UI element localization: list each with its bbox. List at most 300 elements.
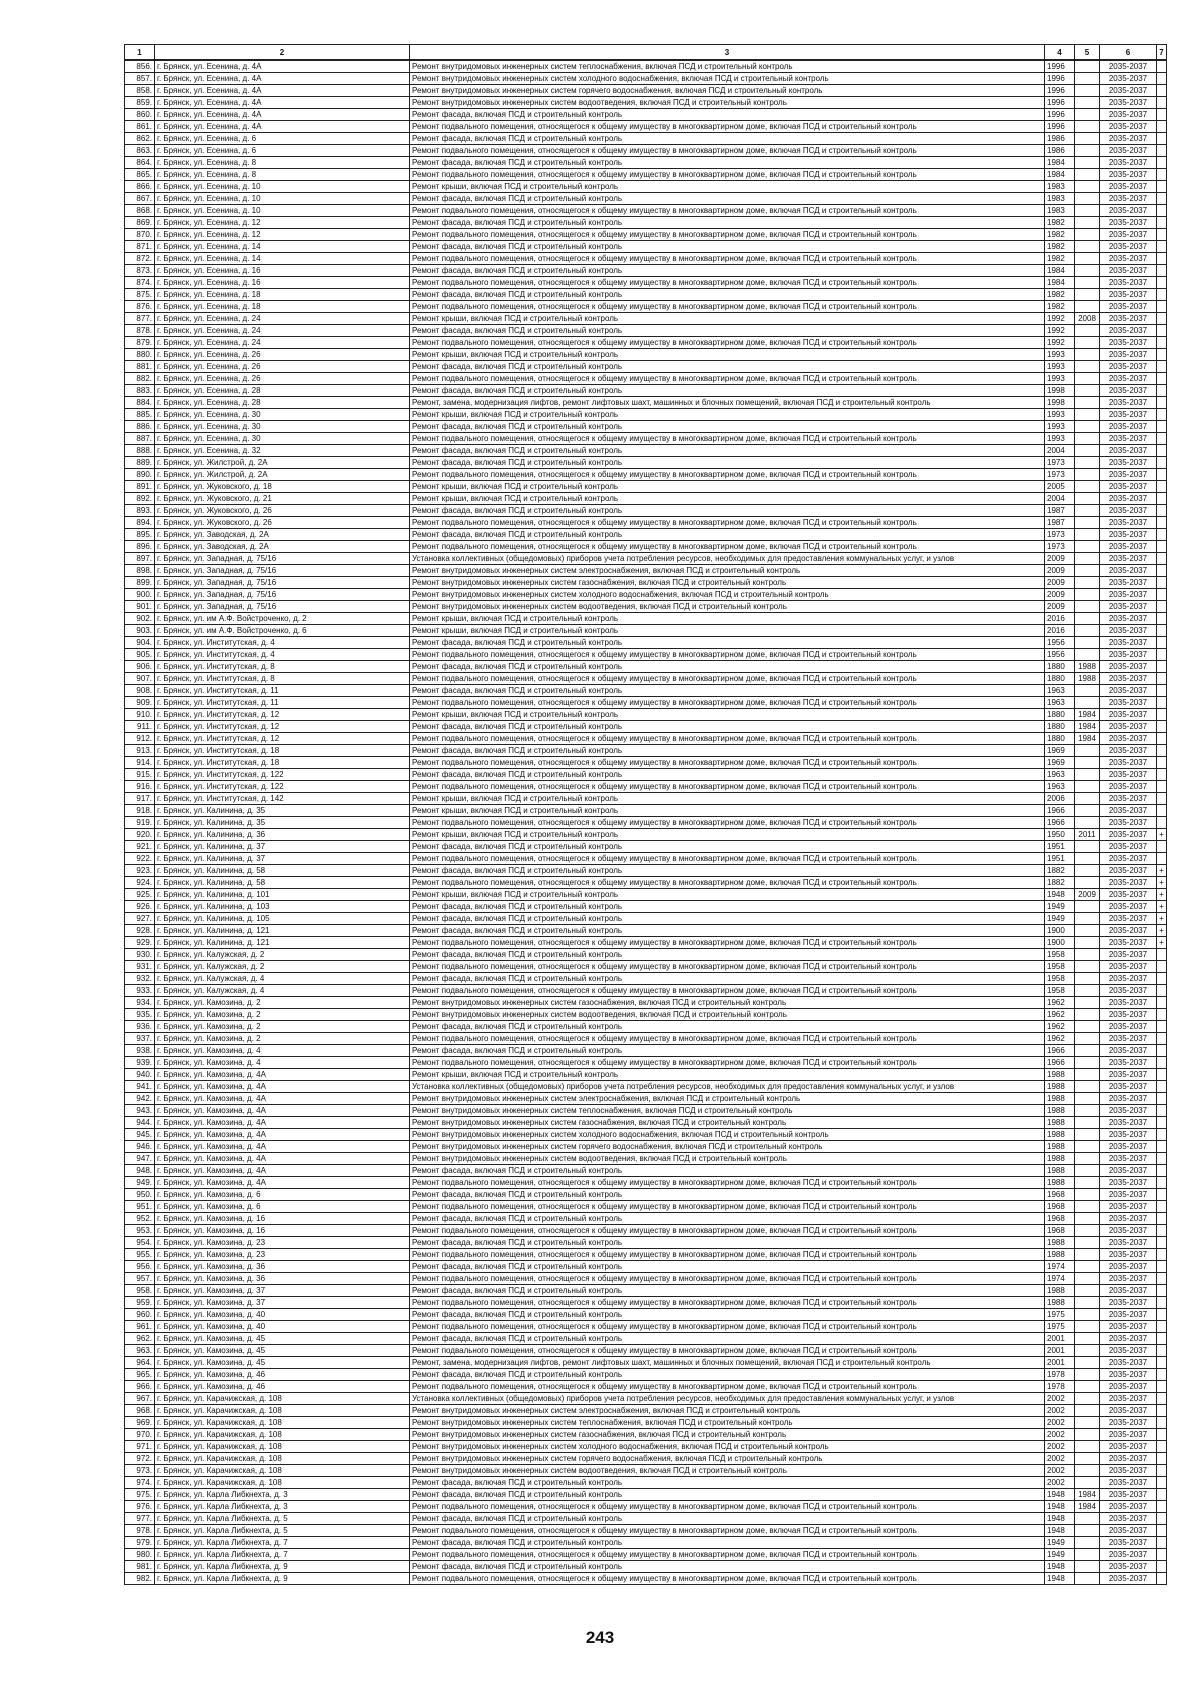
flag-cell <box>1157 85 1167 97</box>
build-year-cell: 1880 <box>1045 673 1075 685</box>
table-row <box>125 889 1167 901</box>
flag-cell <box>1157 733 1167 745</box>
build-year-cell: 1900 <box>1045 937 1075 949</box>
work-type-cell: Ремонт фасада, включая ПСД и строительный контроль <box>410 1261 1045 1273</box>
build-year-cell: 1988 <box>1045 1177 1075 1189</box>
work-type-cell: Ремонт подвального помещения, относящегося к общему имуществу в многоквартирном доме, включая ПСД и строительный контроль <box>410 1501 1045 1513</box>
row-number-cell: 877. <box>125 313 155 325</box>
repair-year-cell <box>1075 433 1100 445</box>
flag-cell <box>1157 685 1167 697</box>
address-cell: г. Брянск, ул. Институтская, д. 11 <box>155 697 410 709</box>
planned-period-cell: 2035-2037 <box>1100 1573 1157 1585</box>
repair-year-cell: 1988 <box>1075 661 1100 673</box>
work-type-cell: Ремонт подвального помещения, относящегося к общему имуществу в многоквартирном доме, включая ПСД и строительный контроль <box>410 937 1045 949</box>
row-number-cell: 911. <box>125 721 155 733</box>
work-type-cell: Ремонт подвального помещения, относящегося к общему имуществу в многоквартирном доме, включая ПСД и строительный контроль <box>410 1381 1045 1393</box>
flag-cell <box>1157 1177 1167 1189</box>
build-year-cell: 2005 <box>1045 481 1075 493</box>
row-number-cell: 956. <box>125 1261 155 1273</box>
planned-period-cell: 2035-2037 <box>1100 661 1157 673</box>
repair-year-cell <box>1075 1153 1100 1165</box>
address-cell: г. Брянск, ул. Камозина, д. 4А <box>155 1081 410 1093</box>
build-year-cell: 1962 <box>1045 1021 1075 1033</box>
flag-cell <box>1157 60 1167 73</box>
flag-cell <box>1157 769 1167 781</box>
table-row <box>125 793 1167 805</box>
work-type-cell: Ремонт подвального помещения, относящегося к общему имуществу в многоквартирном доме, включая ПСД и строительный контроль <box>410 337 1045 349</box>
table-row <box>125 541 1167 553</box>
repair-year-cell <box>1075 781 1100 793</box>
flag-cell <box>1157 529 1167 541</box>
header-col-4: 4 <box>1045 45 1075 61</box>
build-year-cell: 1880 <box>1045 721 1075 733</box>
work-type-cell: Ремонт внутридомовых инженерных систем водоотведения, включая ПСД и строительный контроль <box>410 1153 1045 1165</box>
row-number-cell: 973. <box>125 1465 155 1477</box>
address-cell: г. Брянск, ул. Калинина, д. 36 <box>155 829 410 841</box>
build-year-cell: 1966 <box>1045 805 1075 817</box>
row-number-cell: 886. <box>125 421 155 433</box>
repair-year-cell <box>1075 1033 1100 1045</box>
address-cell: г. Брянск, ул. Западная, д. 75/16 <box>155 577 410 589</box>
table-row <box>125 817 1167 829</box>
address-cell: г. Брянск, ул. Карачижская, д. 108 <box>155 1453 410 1465</box>
address-cell: г. Брянск, ул. Есенина, д. 10 <box>155 193 410 205</box>
repair-year-cell <box>1075 1177 1100 1189</box>
build-year-cell: 1956 <box>1045 637 1075 649</box>
table-row <box>125 877 1167 889</box>
planned-period-cell: 2035-2037 <box>1100 553 1157 565</box>
repair-year-cell <box>1075 505 1100 517</box>
work-type-cell: Ремонт внутридомовых инженерных систем газоснабжения, включая ПСД и строительный контроль <box>410 1117 1045 1129</box>
planned-period-cell: 2035-2037 <box>1100 1417 1157 1429</box>
build-year-cell: 1949 <box>1045 1549 1075 1561</box>
work-type-cell: Ремонт фасада, включая ПСД и строительный контроль <box>410 1477 1045 1489</box>
address-cell: г. Брянск, ул. Жуковского, д. 26 <box>155 517 410 529</box>
repair-year-cell <box>1075 181 1100 193</box>
planned-period-cell: 2035-2037 <box>1100 1153 1157 1165</box>
work-type-cell: Ремонт фасада, включая ПСД и строительный контроль <box>410 973 1045 985</box>
planned-period-cell: 2035-2037 <box>1100 1117 1157 1129</box>
work-type-cell: Ремонт подвального помещения, относящегося к общему имуществу в многоквартирном доме, включая ПСД и строительный контроль <box>410 1249 1045 1261</box>
repair-year-cell <box>1075 1357 1100 1369</box>
work-type-cell: Ремонт подвального помещения, относящегося к общему имуществу в многоквартирном доме, включая ПСД и строительный контроль <box>410 697 1045 709</box>
row-number-cell: 953. <box>125 1225 155 1237</box>
work-type-cell: Ремонт фасада, включая ПСД и строительный контроль <box>410 1309 1045 1321</box>
table-row <box>125 589 1167 601</box>
row-number-cell: 887. <box>125 433 155 445</box>
flag-cell <box>1157 565 1167 577</box>
work-type-cell: Ремонт крыши, включая ПСД и строительный контроль <box>410 313 1045 325</box>
flag-cell <box>1157 1369 1167 1381</box>
row-number-cell: 914. <box>125 757 155 769</box>
flag-cell <box>1157 1249 1167 1261</box>
table-row <box>125 1153 1167 1165</box>
table-row <box>125 1129 1167 1141</box>
repair-year-cell <box>1075 1465 1100 1477</box>
row-number-cell: 890. <box>125 469 155 481</box>
flag-cell <box>1157 985 1167 997</box>
row-number-cell: 900. <box>125 589 155 601</box>
work-type-cell: Ремонт подвального помещения, относящегося к общему имуществу в многоквартирном доме, включая ПСД и строительный контроль <box>410 145 1045 157</box>
row-number-cell: 950. <box>125 1189 155 1201</box>
build-year-cell: 1975 <box>1045 1321 1075 1333</box>
planned-period-cell: 2035-2037 <box>1100 1177 1157 1189</box>
repair-year-cell: 1984 <box>1075 709 1100 721</box>
repair-year-cell <box>1075 1537 1100 1549</box>
flag-cell <box>1157 973 1167 985</box>
row-number-cell: 975. <box>125 1489 155 1501</box>
work-type-cell: Ремонт фасада, включая ПСД и строительный контроль <box>410 157 1045 169</box>
flag-cell <box>1157 169 1167 181</box>
table-row <box>125 745 1167 757</box>
work-type-cell: Ремонт фасада, включая ПСД и строительный контроль <box>410 769 1045 781</box>
flag-cell <box>1157 1009 1167 1021</box>
address-cell: г. Брянск, ул. Институтская, д. 12 <box>155 733 410 745</box>
build-year-cell: 1993 <box>1045 409 1075 421</box>
address-cell: г. Брянск, ул. Западная, д. 75/16 <box>155 589 410 601</box>
row-number-cell: 976. <box>125 1501 155 1513</box>
table-row <box>125 517 1167 529</box>
address-cell: г. Брянск, ул. Калинина, д. 58 <box>155 877 410 889</box>
repair-year-cell <box>1075 1261 1100 1273</box>
build-year-cell: 2002 <box>1045 1405 1075 1417</box>
build-year-cell: 1973 <box>1045 457 1075 469</box>
repair-year-cell <box>1075 1513 1100 1525</box>
flag-cell <box>1157 1213 1167 1225</box>
work-type-cell: Ремонт крыши, включая ПСД и строительный контроль <box>410 613 1045 625</box>
table-row <box>125 265 1167 277</box>
build-year-cell: 1984 <box>1045 169 1075 181</box>
planned-period-cell: 2035-2037 <box>1100 385 1157 397</box>
row-number-cell: 967. <box>125 1393 155 1405</box>
build-year-cell: 1948 <box>1045 1561 1075 1573</box>
planned-period-cell: 2035-2037 <box>1100 841 1157 853</box>
planned-period-cell: 2035-2037 <box>1100 1225 1157 1237</box>
planned-period-cell: 2035-2037 <box>1100 1381 1157 1393</box>
flag-cell <box>1157 637 1167 649</box>
table-row <box>125 1573 1167 1585</box>
row-number-cell: 899. <box>125 577 155 589</box>
planned-period-cell: 2035-2037 <box>1100 1249 1157 1261</box>
address-cell: г. Брянск, ул. Калинина, д. 35 <box>155 817 410 829</box>
row-number-cell: 903. <box>125 625 155 637</box>
work-type-cell: Ремонт фасада, включая ПСД и строительный контроль <box>410 1237 1045 1249</box>
flag-cell <box>1157 1357 1167 1369</box>
work-type-cell: Ремонт фасада, включая ПСД и строительный контроль <box>410 421 1045 433</box>
work-type-cell: Ремонт фасада, включая ПСД и строительный контроль <box>410 505 1045 517</box>
work-type-cell: Ремонт фасада, включая ПСД и строительный контроль <box>410 325 1045 337</box>
planned-period-cell: 2035-2037 <box>1100 1525 1157 1537</box>
build-year-cell: 2009 <box>1045 565 1075 577</box>
build-year-cell: 1956 <box>1045 649 1075 661</box>
build-year-cell: 1882 <box>1045 865 1075 877</box>
address-cell: г. Брянск, ул. Камозина, д. 4А <box>155 1117 410 1129</box>
flag-cell <box>1157 661 1167 673</box>
work-type-cell: Ремонт подвального помещения, относящегося к общему имуществу в многоквартирном доме, включая ПСД и строительный контроль <box>410 277 1045 289</box>
work-type-cell: Ремонт фасада, включая ПСД и строительный контроль <box>410 289 1045 301</box>
row-number-cell: 907. <box>125 673 155 685</box>
flag-cell: + <box>1157 901 1167 913</box>
planned-period-cell: 2035-2037 <box>1100 865 1157 877</box>
work-type-cell: Ремонт внутридомовых инженерных систем теплоснабжения, включая ПСД и строительный контроль <box>410 1105 1045 1117</box>
table-row <box>125 781 1167 793</box>
table-row <box>125 901 1167 913</box>
address-cell: г. Брянск, ул. Калинина, д. 37 <box>155 853 410 865</box>
row-number-cell: 893. <box>125 505 155 517</box>
address-cell: г. Брянск, ул. Карла Либкнехта, д. 7 <box>155 1537 410 1549</box>
build-year-cell: 1975 <box>1045 1309 1075 1321</box>
build-year-cell: 2002 <box>1045 1393 1075 1405</box>
table-row <box>125 73 1167 85</box>
row-number-cell: 981. <box>125 1561 155 1573</box>
build-year-cell: 1993 <box>1045 361 1075 373</box>
planned-period-cell: 2035-2037 <box>1100 1441 1157 1453</box>
table-row <box>125 457 1167 469</box>
address-cell: г. Брянск, ул. Камозина, д. 23 <box>155 1237 410 1249</box>
planned-period-cell: 2035-2037 <box>1100 589 1157 601</box>
planned-period-cell: 2035-2037 <box>1100 877 1157 889</box>
table-row <box>125 373 1167 385</box>
repair-year-cell <box>1075 1057 1100 1069</box>
repair-year-cell <box>1075 217 1100 229</box>
repair-year-cell <box>1075 481 1100 493</box>
row-number-cell: 952. <box>125 1213 155 1225</box>
build-year-cell: 1998 <box>1045 397 1075 409</box>
address-cell: г. Брянск, ул. Институтская, д. 18 <box>155 745 410 757</box>
repair-year-cell <box>1075 601 1100 613</box>
work-type-cell: Ремонт подвального помещения, относящегося к общему имуществу в многоквартирном доме, включая ПСД и строительный контроль <box>410 469 1045 481</box>
planned-period-cell: 2035-2037 <box>1100 1393 1157 1405</box>
build-year-cell: 1988 <box>1045 1141 1075 1153</box>
table-row <box>125 97 1167 109</box>
address-cell: г. Брянск, ул. Камозина, д. 40 <box>155 1321 410 1333</box>
build-year-cell: 1958 <box>1045 949 1075 961</box>
repair-year-cell <box>1075 1573 1100 1585</box>
flag-cell <box>1157 313 1167 325</box>
work-type-cell: Ремонт подвального помещения, относящегося к общему имуществу в многоквартирном доме, включая ПСД и строительный контроль <box>410 1225 1045 1237</box>
repair-year-cell <box>1075 277 1100 289</box>
planned-period-cell: 2035-2037 <box>1100 529 1157 541</box>
planned-period-cell: 2035-2037 <box>1100 409 1157 421</box>
address-cell: г. Брянск, ул. Есенина, д. 4А <box>155 60 410 73</box>
build-year-cell: 1996 <box>1045 60 1075 73</box>
planned-period-cell: 2035-2037 <box>1100 373 1157 385</box>
planned-period-cell: 2035-2037 <box>1100 265 1157 277</box>
address-cell: г. Брянск, ул. Камозина, д. 4А <box>155 1129 410 1141</box>
flag-cell <box>1157 1489 1167 1501</box>
build-year-cell: 2006 <box>1045 793 1075 805</box>
address-cell: г. Брянск, ул. Калужская, д. 4 <box>155 985 410 997</box>
header-col-6: 6 <box>1100 45 1157 61</box>
work-type-cell: Ремонт внутридомовых инженерных систем газоснабжения, включая ПСД и строительный контроль <box>410 577 1045 589</box>
table-row <box>125 733 1167 745</box>
flag-cell <box>1157 505 1167 517</box>
planned-period-cell: 2035-2037 <box>1100 997 1157 1009</box>
table-row <box>125 613 1167 625</box>
flag-cell <box>1157 265 1167 277</box>
build-year-cell: 1974 <box>1045 1261 1075 1273</box>
table-row <box>125 1333 1167 1345</box>
work-type-cell: Ремонт фасада, включая ПСД и строительный контроль <box>410 841 1045 853</box>
repair-year-cell <box>1075 1525 1100 1537</box>
build-year-cell: 1986 <box>1045 145 1075 157</box>
repair-year-cell <box>1075 301 1100 313</box>
address-cell: г. Брянск, ул. Институтская, д. 142 <box>155 793 410 805</box>
table-row <box>125 709 1167 721</box>
work-type-cell: Ремонт фасада, включая ПСД и строительный контроль <box>410 1165 1045 1177</box>
work-type-cell: Ремонт крыши, включая ПСД и строительный контроль <box>410 1069 1045 1081</box>
table-row <box>125 1081 1167 1093</box>
work-type-cell: Ремонт внутридомовых инженерных систем водоотведения, включая ПСД и строительный контроль <box>410 601 1045 613</box>
work-type-cell: Ремонт внутридомовых инженерных систем холодного водоснабжения, включая ПСД и строительный контроль <box>410 73 1045 85</box>
build-year-cell: 1988 <box>1045 1081 1075 1093</box>
address-cell: г. Брянск, ул. Есенина, д. 8 <box>155 157 410 169</box>
build-year-cell: 1982 <box>1045 253 1075 265</box>
address-cell: г. Брянск, ул. Западная, д. 75/16 <box>155 601 410 613</box>
repair-year-cell <box>1075 133 1100 145</box>
address-cell: г. Брянск, ул. Калинина, д. 35 <box>155 805 410 817</box>
work-type-cell: Ремонт фасада, включая ПСД и строительный контроль <box>410 745 1045 757</box>
flag-cell <box>1157 697 1167 709</box>
address-cell: г. Брянск, ул. Камозина, д. 2 <box>155 1033 410 1045</box>
build-year-cell: 1993 <box>1045 421 1075 433</box>
address-cell: г. Брянск, ул. Карачижская, д. 108 <box>155 1393 410 1405</box>
work-type-cell: Ремонт подвального помещения, относящегося к общему имуществу в многоквартирном доме, включая ПСД и строительный контроль <box>410 229 1045 241</box>
flag-cell <box>1157 325 1167 337</box>
repair-year-cell <box>1075 1189 1100 1201</box>
table-row <box>125 937 1167 949</box>
repair-year-cell <box>1075 877 1100 889</box>
address-cell: г. Брянск, ул. Карла Либкнехта, д. 3 <box>155 1501 410 1513</box>
planned-period-cell: 2035-2037 <box>1100 1357 1157 1369</box>
flag-cell: + <box>1157 889 1167 901</box>
address-cell: г. Брянск, ул. Жуковского, д. 26 <box>155 505 410 517</box>
work-type-cell: Ремонт фасада, включая ПСД и строительный контроль <box>410 217 1045 229</box>
table-row <box>125 313 1167 325</box>
repair-year-cell <box>1075 1561 1100 1573</box>
table-row <box>125 1513 1167 1525</box>
table-row <box>125 337 1167 349</box>
planned-period-cell: 2035-2037 <box>1100 541 1157 553</box>
header-col-5: 5 <box>1075 45 1100 61</box>
flag-cell <box>1157 961 1167 973</box>
flag-cell <box>1157 373 1167 385</box>
planned-period-cell: 2035-2037 <box>1100 1189 1157 1201</box>
build-year-cell: 1982 <box>1045 241 1075 253</box>
row-number-cell: 949. <box>125 1177 155 1189</box>
flag-cell <box>1157 1129 1167 1141</box>
row-number-cell: 868. <box>125 205 155 217</box>
table-row <box>125 805 1167 817</box>
planned-period-cell: 2035-2037 <box>1100 1465 1157 1477</box>
flag-cell <box>1157 73 1167 85</box>
work-type-cell: Ремонт крыши, включая ПСД и строительный контроль <box>410 349 1045 361</box>
table-row <box>125 433 1167 445</box>
address-cell: г. Брянск, ул. Камозина, д. 4А <box>155 1141 410 1153</box>
row-number-cell: 963. <box>125 1345 155 1357</box>
work-type-cell: Ремонт фасада, включая ПСД и строительный контроль <box>410 913 1045 925</box>
build-year-cell: 1983 <box>1045 181 1075 193</box>
table-row <box>125 1429 1167 1441</box>
table-row <box>125 361 1167 373</box>
planned-period-cell: 2035-2037 <box>1100 1033 1157 1045</box>
row-number-cell: 943. <box>125 1105 155 1117</box>
address-cell: г. Брянск, ул. Камозина, д. 6 <box>155 1201 410 1213</box>
address-cell: г. Брянск, ул. Есенина, д. 32 <box>155 445 410 457</box>
repair-year-cell: 1988 <box>1075 673 1100 685</box>
build-year-cell: 1982 <box>1045 289 1075 301</box>
build-year-cell: 1992 <box>1045 337 1075 349</box>
flag-cell <box>1157 805 1167 817</box>
build-year-cell: 2009 <box>1045 553 1075 565</box>
work-type-cell: Ремонт подвального помещения, относящегося к общему имуществу в многоквартирном доме, включая ПСД и строительный контроль <box>410 253 1045 265</box>
build-year-cell: 1988 <box>1045 1237 1075 1249</box>
repair-year-cell <box>1075 745 1100 757</box>
row-number-cell: 955. <box>125 1249 155 1261</box>
row-number-cell: 970. <box>125 1429 155 1441</box>
flag-cell <box>1157 1381 1167 1393</box>
address-cell: г. Брянск, ул. Есенина, д. 14 <box>155 241 410 253</box>
repair-year-cell <box>1075 1393 1100 1405</box>
address-cell: г. Брянск, ул. Институтская, д. 12 <box>155 709 410 721</box>
table-row <box>125 1093 1167 1105</box>
address-cell: г. Брянск, ул. Камозина, д. 2 <box>155 997 410 1009</box>
flag-cell <box>1157 1561 1167 1573</box>
repair-year-cell <box>1075 445 1100 457</box>
flag-cell <box>1157 1141 1167 1153</box>
row-number-cell: 879. <box>125 337 155 349</box>
flag-cell: + <box>1157 877 1167 889</box>
build-year-cell: 1984 <box>1045 157 1075 169</box>
planned-period-cell: 2035-2037 <box>1100 1201 1157 1213</box>
planned-period-cell: 2035-2037 <box>1100 277 1157 289</box>
flag-cell <box>1157 337 1167 349</box>
work-type-cell: Ремонт внутридомовых инженерных систем газоснабжения, включая ПСД и строительный контроль <box>410 1429 1045 1441</box>
repair-year-cell <box>1075 625 1100 637</box>
flag-cell <box>1157 1429 1167 1441</box>
table-row <box>125 1381 1167 1393</box>
row-number-cell: 904. <box>125 637 155 649</box>
row-number-cell: 944. <box>125 1117 155 1129</box>
flag-cell: + <box>1157 829 1167 841</box>
row-number-cell: 858. <box>125 85 155 97</box>
planned-period-cell: 2035-2037 <box>1100 289 1157 301</box>
address-cell: г. Брянск, ул. Есенина, д. 30 <box>155 409 410 421</box>
row-number-cell: 969. <box>125 1417 155 1429</box>
flag-cell <box>1157 1297 1167 1309</box>
address-cell: г. Брянск, ул. Камозина, д. 46 <box>155 1381 410 1393</box>
repair-year-cell: 1984 <box>1075 1489 1100 1501</box>
table-row <box>125 1297 1167 1309</box>
repair-year-cell <box>1075 361 1100 373</box>
flag-cell: + <box>1157 865 1167 877</box>
flag-cell <box>1157 301 1167 313</box>
row-number-cell: 966. <box>125 1381 155 1393</box>
table-row <box>125 949 1167 961</box>
address-cell: г. Брянск, ул. Есенина, д. 4А <box>155 121 410 133</box>
address-cell: г. Брянск, ул. Карла Либкнехта, д. 3 <box>155 1489 410 1501</box>
repair-year-cell <box>1075 937 1100 949</box>
repair-year-cell <box>1075 253 1100 265</box>
work-type-cell: Ремонт фасада, включая ПСД и строительный контроль <box>410 949 1045 961</box>
flag-cell <box>1157 1045 1167 1057</box>
planned-period-cell: 2035-2037 <box>1100 145 1157 157</box>
build-year-cell: 1973 <box>1045 541 1075 553</box>
repair-year-cell <box>1075 1201 1100 1213</box>
repair-year-cell <box>1075 997 1100 1009</box>
row-number-cell: 941. <box>125 1081 155 1093</box>
work-type-cell: Ремонт фасада, включая ПСД и строительный контроль <box>410 865 1045 877</box>
